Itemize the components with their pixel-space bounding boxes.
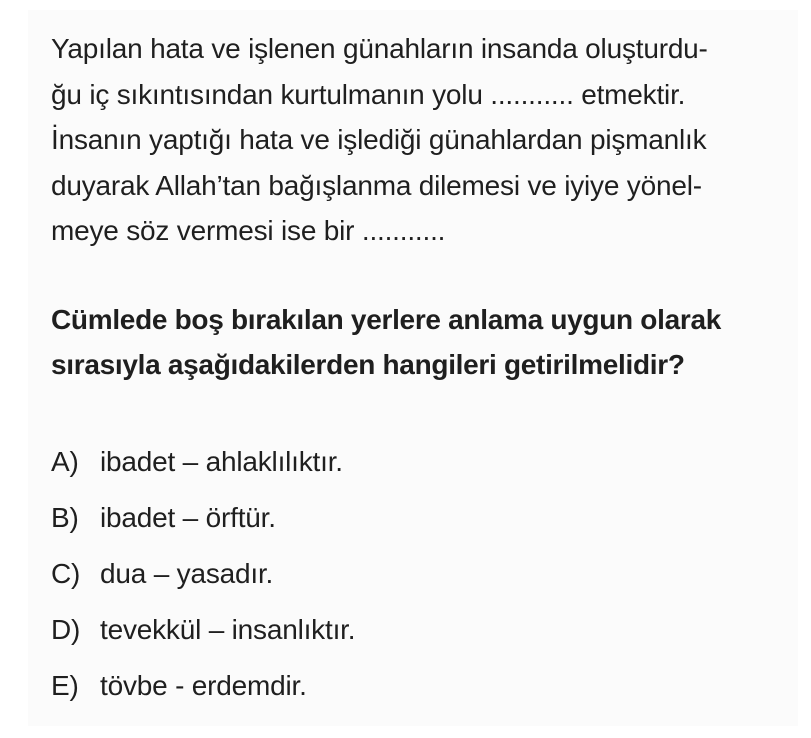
question-stem [51, 26, 751, 254]
option-c[interactable] [51, 552, 451, 608]
option-text: tövbe - erdemdir. [100, 670, 307, 701]
option-e[interactable] [51, 664, 451, 720]
option-text: tevekkül – insanlıktır. [100, 614, 356, 645]
option-text: ibadet – örftür. [100, 502, 276, 533]
stem-line: Yapılan hata ve işlenen günahların insanda oluşturdu- [51, 33, 708, 64]
option-letter: E) [51, 670, 79, 701]
question-prompt [51, 297, 771, 387]
option-d[interactable] [51, 608, 451, 664]
option-text: ibadet – ahlaklılıktır. [100, 446, 343, 477]
stem-line: meye söz vermesi ise bir ........... [51, 215, 446, 246]
question-line: Cümlede boş bırakılan yerlere anlama uygun olarak [51, 304, 722, 335]
option-b[interactable] [51, 496, 451, 552]
option-letter: C) [51, 558, 81, 589]
option-letter: A) [51, 446, 79, 477]
stem-line: duyarak Allah’tan bağışlanma dilemesi ve iyiye yönel- [51, 169, 702, 201]
stem-line: ğu iç sıkıntısından kurtulmanın yolu ........... etmektir. [51, 78, 686, 110]
option-letter: B) [51, 502, 79, 533]
option-a[interactable] [51, 440, 451, 496]
question-line: sırasıyla aşağıdakilerden hangileri getirilmelidir? [51, 349, 685, 380]
option-letter: D) [51, 614, 81, 645]
option-text: dua – yasadır. [100, 558, 274, 589]
answer-options [51, 440, 451, 720]
stem-line: İnsanın yaptığı hata ve işlediği günahlardan pişmanlık [51, 124, 707, 155]
